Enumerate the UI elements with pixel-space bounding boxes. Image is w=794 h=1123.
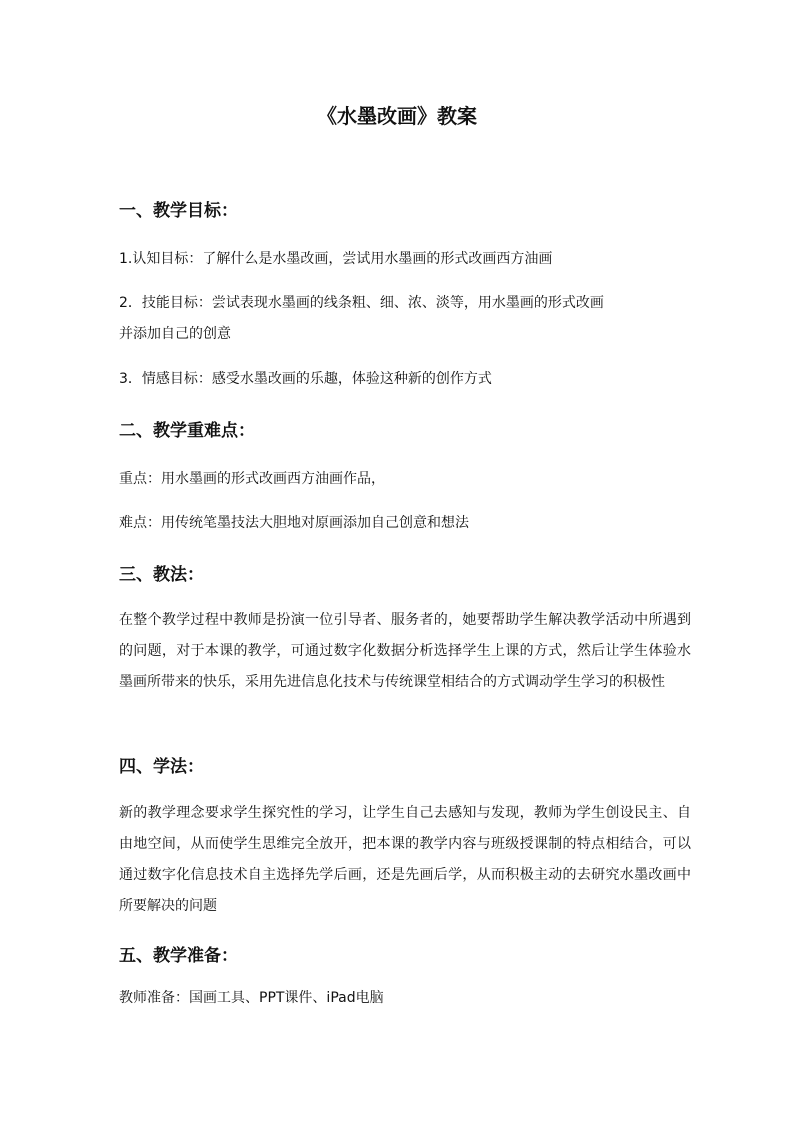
learning-method-paragraph: 新的教学理念要求学生探究性的学习，让学生自己去感知与发现，教师为学生创设民主、自由地空间，从而使学生思维完全放开，把本课的教学内容与班级授课制的特点相结合，可以通过数字化信息技术自主选择先学后画，还是先画后学，从而积极主动的去研究水墨改画中所要解决的问题 (119, 805, 691, 914)
goal-skill: 2．技能目标：尝试表现水墨画的线条粗、细、浓、淡等，用水墨画的形式改画 (119, 295, 604, 311)
section-heading-teaching-method: 三、教法： (119, 565, 204, 585)
teaching-method-paragraph: 在整个教学过程中教师是扮演一位引导者、服务者的，她要帮助学生解决教学活动中所遇到的问题，对于本课的教学，可通过数字化数据分析选择学生上课的方式，然后让学生体验水墨画所带来的快乐，采用先进信息化技术与传统课堂相结合的方式调动学生学习的积极性 (119, 612, 691, 690)
difficult-point: 难点：用传统笔墨技法大胆地对原画添加自己创意和想法 (119, 515, 469, 531)
section-heading-key-points: 二、教学重难点： (119, 421, 255, 441)
teacher-preparation: 教师准备：国画工具、PPT课件、iPad电脑 (119, 990, 384, 1006)
goal-skill-continued: 并添加自己的创意 (119, 326, 231, 342)
section-heading-learning-method: 四、学法： (119, 757, 204, 777)
section-heading-goals: 一、教学目标： (119, 201, 238, 221)
key-point: 重点：用水墨画的形式改画西方油画作品， (119, 471, 385, 487)
document-title: 《水墨改画》教案 (317, 104, 477, 128)
goal-emotional: 3．情感目标：感受水墨改画的乐趣，体验这种新的创作方式 (119, 371, 492, 387)
goal-cognitive: 1.认知目标：了解什么是水墨改画，尝试用水墨画的形式改画西方油画 (119, 251, 553, 267)
section-heading-preparation: 五、教学准备： (119, 946, 238, 966)
